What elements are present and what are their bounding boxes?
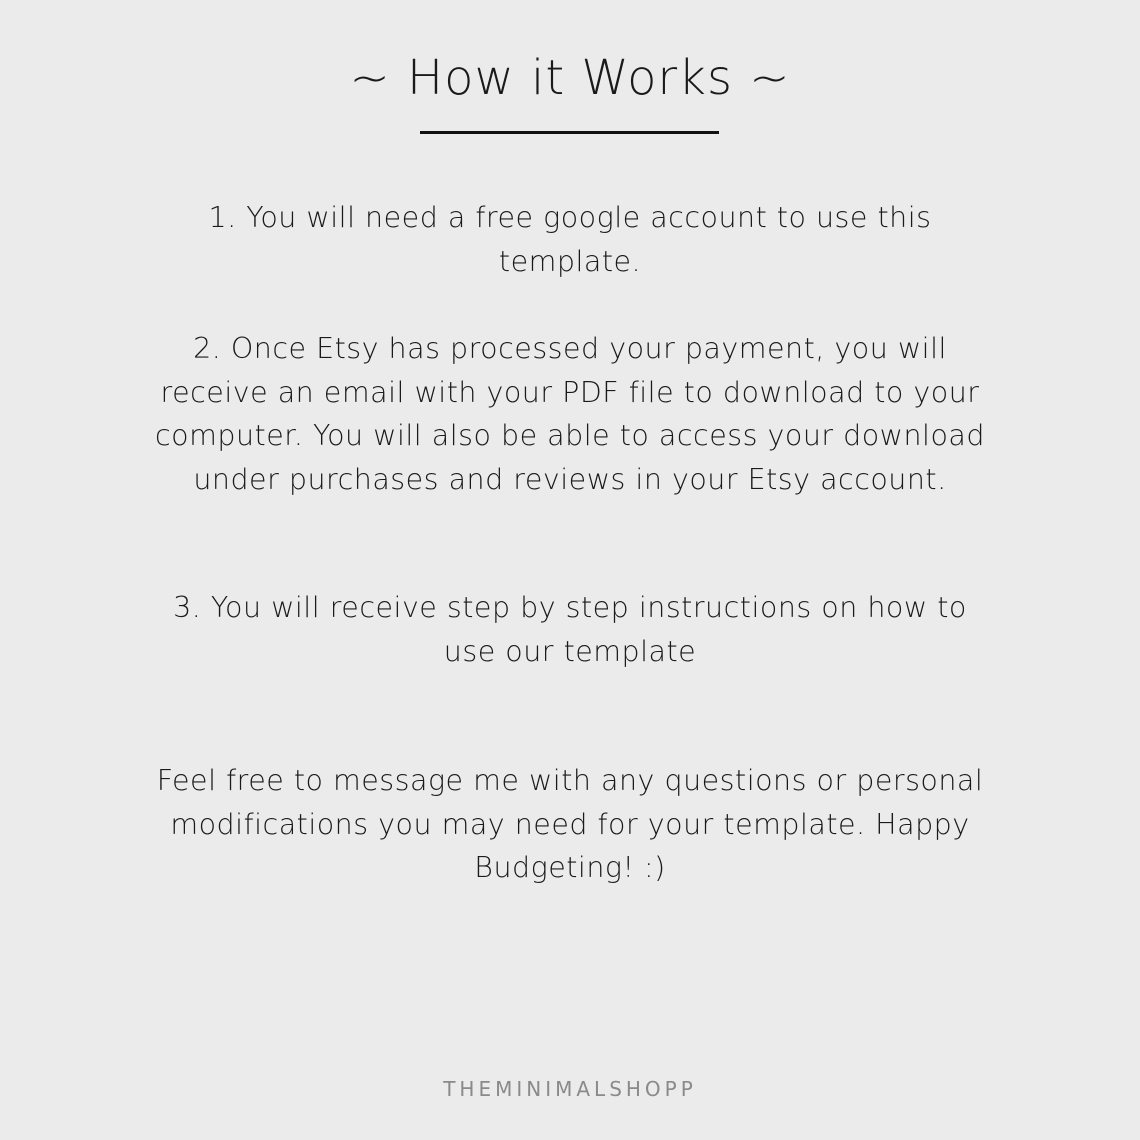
step-2-text: 2. Once Etsy has processed your payment, you will receive an email with your PDF file to download to your computer. You will also be able to access your download under purchases and reviews in your Etsy account. bbox=[155, 332, 985, 496]
step-3-text: 3. You will receive step by step instructions on how to use our template bbox=[173, 591, 967, 668]
shop-name-footer: THEMINIMALSHOPP bbox=[443, 1077, 697, 1101]
title-underline bbox=[420, 131, 719, 134]
page-title: ~ How it Works ~ bbox=[349, 50, 791, 106]
step-1-text: 1. You will need a free google account to use this template. bbox=[208, 201, 932, 278]
closing-message: Feel free to message me with any questions or personal modifications you may need for your template. Happy Budgeting! :) bbox=[156, 764, 984, 884]
